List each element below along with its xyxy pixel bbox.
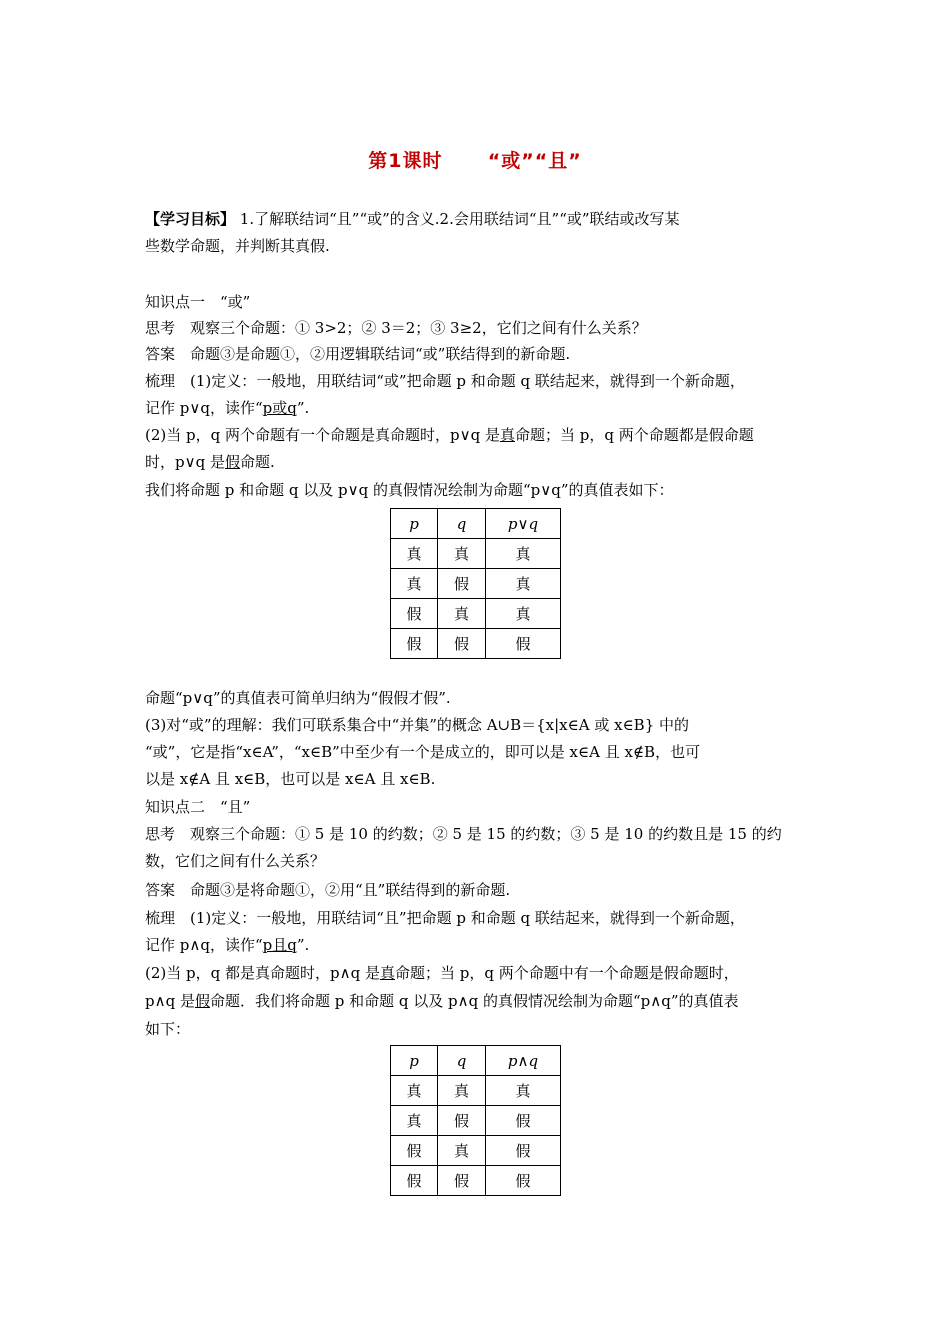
page-title — [0, 146, 950, 173]
table-header-row — [391, 509, 561, 539]
objective-line-1 — [145, 207, 815, 231]
table-cell: 假 — [438, 569, 486, 599]
kp1-p2-text-b: 命题；当 p，q 两个命题都是假命题 — [514, 426, 754, 444]
table-cell: 假 — [438, 1106, 486, 1136]
table-cell: 假 — [486, 1136, 561, 1166]
table-cell: 真 — [391, 1076, 438, 1106]
table-header-cell: p∨q — [486, 509, 561, 539]
kp1-p2-text-d: 命题. — [239, 453, 275, 471]
table-cell: 假 — [391, 1166, 438, 1196]
kp2-p2-text-d: 命题．我们将命题 p 和命题 q 以及 p∧q 的真假情况绘制为命题“p∧q”的真值表 — [209, 992, 739, 1010]
table-header-cell: p — [391, 1046, 438, 1076]
table-cell: 假 — [391, 1136, 438, 1166]
kp2-p2-line-1 — [145, 961, 815, 985]
table-cell: 假 — [486, 629, 561, 659]
kp2-p2-answer-true: 真 — [379, 964, 395, 982]
or-truth-table — [390, 508, 561, 659]
kp1-p2-line-2 — [145, 450, 815, 474]
table-cell: 假 — [438, 1166, 486, 1196]
table-cell: 假 — [391, 599, 438, 629]
kp1-heading: 知识点一 “或” — [145, 293, 251, 311]
kp1-notation-text: 记作 p∨q，读作“ — [145, 399, 263, 417]
table-cell: 假 — [391, 629, 438, 659]
kp1-summary: 命题“p∨q”的真值表可简单归纳为“假假才假”. — [145, 689, 451, 707]
kp1-p3-line-1: (3)对“或”的理解：我们可联系集合中“并集”的概念 A∪B＝{x|x∈A 或 x∈B} 中的 — [145, 716, 690, 734]
kp2-notation-text: 记作 p∧q，读作“ — [145, 936, 263, 954]
kp2-p2-answer-false: 假 — [194, 992, 210, 1010]
table-row — [391, 539, 561, 569]
table-cell: 真 — [391, 1106, 438, 1136]
kp1-p3-line-3: 以是 x∉A 且 x∈B，也可以是 x∈A 且 x∈B. — [145, 770, 436, 788]
objective-text-1: 1.了解联结词“且”“或”的含义.2.会用联结词“且”“或”联结或改写某 — [239, 210, 680, 228]
kp2-notation-end: ”. — [296, 936, 310, 954]
kp1-table-intro: 我们将命题 p 和命题 q 以及 p∨q 的真假情况绘制为命题“p∨q”的真值表如下： — [145, 481, 674, 499]
objective-line-2: 些数学命题，并判断其真假. — [145, 237, 330, 255]
kp1-think: 思考 观察三个命题：① 3>2；② 3＝2；③ 3≥2，它们之间有什么关系？ — [145, 319, 647, 337]
kp2-p2-text-b: 命题；当 p，q 两个命题中有一个命题是假命题时， — [394, 964, 739, 982]
kp2-p2-text-a: (2)当 p，q 都是真命题时，p∧q 是 — [145, 964, 380, 982]
table-cell: 真 — [438, 539, 486, 569]
kp2-p2-line-2 — [145, 989, 815, 1013]
table-header-cell: p — [391, 509, 438, 539]
table-cell: 假 — [486, 1166, 561, 1196]
table-cell: 真 — [486, 599, 561, 629]
table-row — [391, 1076, 561, 1106]
kp1-p2-text-a: (2)当 p，q 两个命题有一个命题是真命题时，p∨q 是 — [145, 426, 500, 444]
table-cell: 真 — [391, 569, 438, 599]
objective-label: 【学习目标】 — [145, 210, 236, 228]
kp2-sort-line-2 — [145, 933, 815, 957]
table-cell: 真 — [486, 1076, 561, 1106]
kp1-p2-text-c: 时，p∨q 是 — [145, 453, 225, 471]
table-cell: 真 — [391, 539, 438, 569]
kp1-sort-line-1: 梳理 (1)定义：一般地，用联结词“或”把命题 p 和命题 q 联结起来，就得到一个新命题， — [145, 372, 745, 390]
table-row — [391, 569, 561, 599]
kp2-p2-text-c: p∧q 是 — [145, 992, 195, 1010]
kp1-notation-end: ”. — [296, 399, 310, 417]
kp2-think-line-2: 数，它们之间有什么关系？ — [145, 852, 326, 870]
kp2-sort-line-1: 梳理 (1)定义：一般地，用联结词“且”把命题 p 和命题 q 联结起来，就得到一个新命题， — [145, 909, 745, 927]
kp1-p3-line-2: “或”，它是指“x∈A”，“x∈B”中至少有一个是成立的，即可以是 x∈A 且 x∉B，也可 — [145, 743, 701, 761]
table-header-cell: q — [438, 509, 486, 539]
kp2-heading: 知识点二 “且” — [145, 798, 251, 816]
kp1-p2-line-1 — [145, 423, 815, 447]
table-row — [391, 629, 561, 659]
lesson-number: 第1课时 — [368, 150, 443, 172]
table-row — [391, 1106, 561, 1136]
kp2-p2-line-3: 如下： — [145, 1020, 191, 1038]
kp1-answer: 答案 命题③是命题①，②用逻辑联结词“或”联结得到的新命题. — [145, 345, 571, 363]
table-row — [391, 1166, 561, 1196]
table-header-cell: q — [438, 1046, 486, 1076]
table-cell: 真 — [486, 569, 561, 599]
table-cell: 真 — [438, 599, 486, 629]
kp2-answer: 答案 命题③是将命题①，②用“且”联结得到的新命题. — [145, 881, 511, 899]
lesson-topic: “或”“且” — [487, 150, 582, 172]
table-cell: 真 — [438, 1076, 486, 1106]
table-header-row — [391, 1046, 561, 1076]
kp1-reading-answer: p或q — [262, 399, 297, 417]
table-cell: 假 — [486, 1106, 561, 1136]
table-header-cell: p∧q — [486, 1046, 561, 1076]
kp2-think-line-1: 思考 观察三个命题：① 5 是 10 的约数；② 5 是 15 的约数；③ 5 是 10 的约数且是 15 的约 — [145, 825, 782, 843]
table-cell: 真 — [486, 539, 561, 569]
kp1-p2-answer-false: 假 — [224, 453, 240, 471]
table-cell: 假 — [438, 629, 486, 659]
kp1-sort-line-2 — [145, 396, 815, 420]
table-row — [391, 599, 561, 629]
kp1-p2-answer-true: 真 — [499, 426, 515, 444]
table-row — [391, 1136, 561, 1166]
table-cell: 真 — [438, 1136, 486, 1166]
and-truth-table — [390, 1045, 561, 1196]
kp2-reading-answer: p且q — [262, 936, 297, 954]
